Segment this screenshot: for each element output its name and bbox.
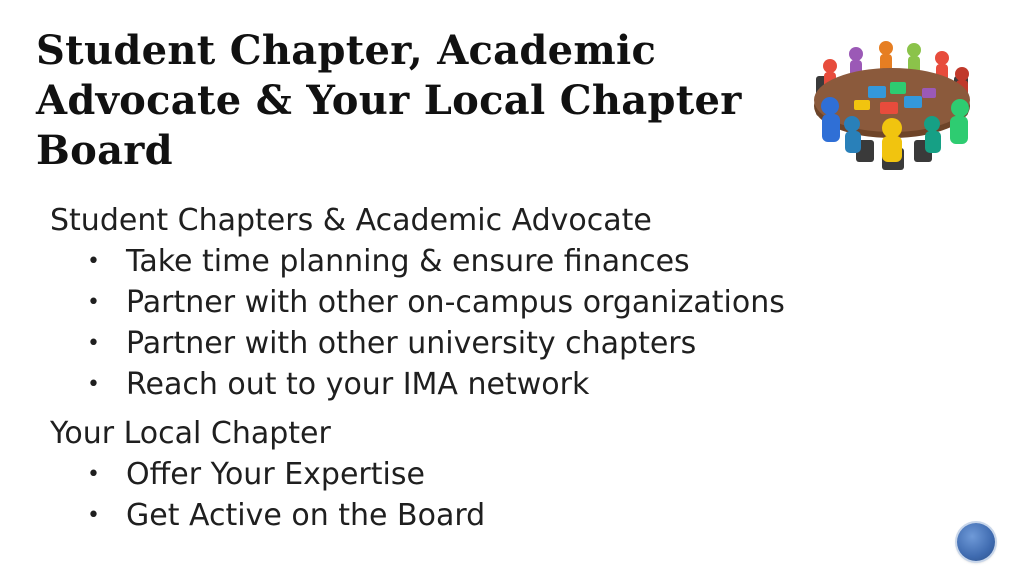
section-heading: Student Chapters & Academic Advocate [50,203,652,238]
bullet-symbol: • [87,503,100,528]
bullet-symbol: • [87,290,100,315]
title-line-1: Student Chapter, Academic [36,27,657,74]
list-item-text: Partner with other university chapters [126,326,697,361]
list-item-text: Offer Your Expertise [126,457,425,492]
section-heading: Your Local Chapter [50,416,331,451]
list-item-text: Get Active on the Board [126,498,486,533]
bullet-symbol: • [87,372,100,397]
bullet-symbol: • [87,249,100,274]
section-student-chapters [50,200,950,405]
list-item [50,364,950,405]
bullet-list [50,241,950,405]
bullet-symbol: • [87,331,100,356]
list-item [50,323,950,364]
title-line-2: Advocate & Your Local Chapter [36,77,742,124]
list-item-text: Take time planning & ensure finances [126,244,690,279]
list-item-text: Reach out to your IMA network [126,367,590,402]
bullet-list [50,454,950,536]
meeting-table-people-puzzle-icon [796,36,988,172]
page-number-badge [957,523,995,561]
section-local-chapter [50,413,950,536]
page-number [957,523,995,561]
list-item [50,454,950,495]
list-item [50,241,950,282]
title-line-3: Board [36,127,173,174]
slide-body [50,200,950,544]
slide-title [36,26,796,176]
list-item [50,282,950,323]
bullet-symbol: • [87,462,100,487]
list-item [50,495,950,536]
list-item-text: Partner with other on-campus organizations [126,285,785,320]
